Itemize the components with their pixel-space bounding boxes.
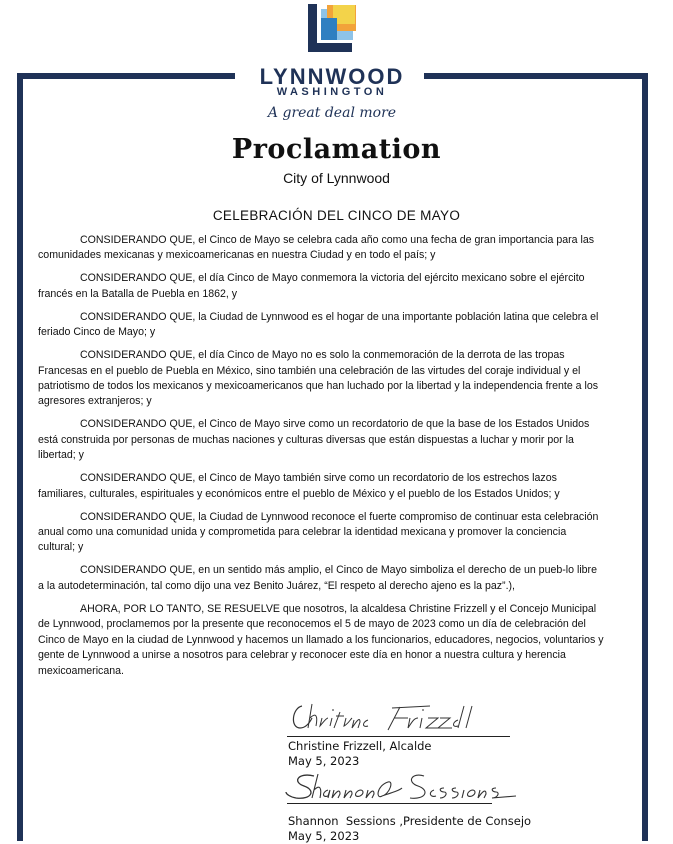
signature-line [287, 736, 510, 737]
paragraph: CONSIDERANDO QUE, la Ciudad de Lynnwood es el hogar de una importante población latina que celebra el feriado Cinco de Mayo; y [38, 310, 599, 339]
lynnwood-logo-icon [305, 4, 357, 54]
signer-name-title: Shannon Sessions ,Presidente de Consejo [288, 814, 532, 828]
paragraph: CONSIDERANDO QUE, el Cinco de Mayo sirve como un recordatorio de que la base de los Estados Unidos está construida por personas de muchas naciones y culturas diversas que están dispuestas a luchar y morir por la libertad; y [38, 418, 590, 462]
logo-state: WASHINGTON [276, 86, 388, 98]
council-president-signature-block [288, 814, 531, 844]
proclamation-body [38, 233, 604, 687]
signer-name-title: Christine Frizzell, Alcalde [288, 739, 432, 753]
paragraph: CONSIDERANDO QUE, la Ciudad de Lynnwood reconoce el fuerte compromiso de continuar esta celebración anual como una comunidad unida y comprometida para celebrar la identidad mexicana y promover la conciencia cultural; y [38, 510, 599, 554]
frame-left-border [17, 73, 23, 841]
paragraph: AHORA, POR LO TANTO, SE RESUELVE que nosotros, la alcaldesa Christine Frizzell y el Concejo Municipal de Lynnwood, proclamemos por la presente que reconocemos el 5 de mayo de 2023 como un día de celebración del Cinco de Mayo en la ciudad de Lynnwood y hacemos un llamado a los funcionarios, educadores, negocios, voluntarios y gente de Lynnwood a unirse a nosotros para celebrar y reconocer este día en honor a nuestra cultura y herencia mexicoamericana. [38, 602, 604, 677]
frame-top-left-border [17, 73, 235, 79]
mayor-signature-block [288, 739, 432, 769]
paragraph: CONSIDERANDO QUE, el Cinco de Mayo también sirve como un recordatorio de los estrechos lazos familiares, culturales, espirituales y económicos entre el pueblo de México y el pueblo de los Estados Unidos; y [38, 472, 560, 500]
document-title: Proclamation [231, 134, 442, 165]
signature-date: May 5, 2023 [288, 829, 360, 843]
logo-tagline: A great deal more [267, 105, 397, 121]
signature-line [287, 803, 492, 804]
frame-top-right-border [424, 73, 648, 79]
paragraph: CONSIDERANDO QUE, en un sentido más amplio, el Cinco de Mayo simboliza el derecho de un pueb-lo libre a la autodeterminación, tal como dijo una vez Benito Juárez, “El respeto al derecho ajeno es la paz”.), [38, 564, 597, 592]
paragraph: CONSIDERANDO QUE, el día Cinco de Mayo conmemora la victoria del ejército mexicano sobre el ejército francés en la Batalla de Puebla en 1862, y [38, 272, 585, 300]
frame-right-border [642, 73, 648, 841]
paragraph: CONSIDERANDO QUE, el día Cinco de Mayo no es solo la conmemoración de la derrota de las tropas Francesas en el pueblo de Puebla en México, sino también una celebración de las virtudes del coraje individual y el patriotismo de todos los mexicanos y mexicoamericanos que han luchado por la libertad y la independencia frente a los agresores extranjeros; y [38, 349, 599, 408]
signature-date: May 5, 2023 [288, 754, 360, 768]
proclamation-heading: CELEBRACIÓN DEL CINCO DE MAYO [212, 208, 461, 223]
logo-name: LYNNWOOD [259, 64, 405, 89]
document-subtitle: City of Lynnwood [283, 170, 390, 186]
mayor-signature [288, 700, 508, 734]
council-president-signature [284, 770, 516, 804]
paragraph: CONSIDERANDO QUE, el Cinco de Mayo se celebra cada año como una fecha de gran importancia para las comunidades mexicanas y mexicoamericanas en nuestra Ciudad y en todo el país; y [38, 234, 595, 262]
